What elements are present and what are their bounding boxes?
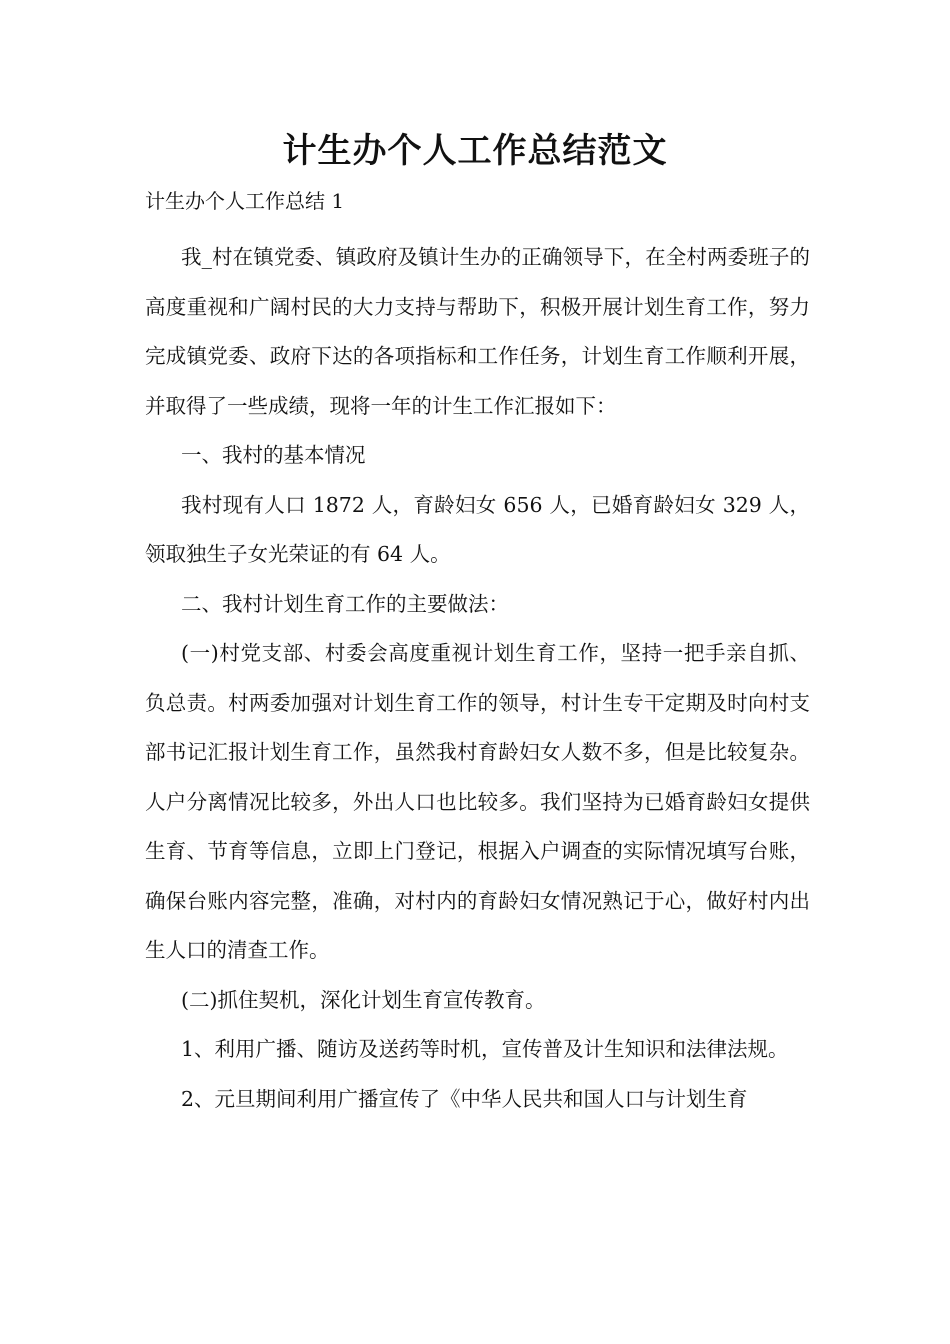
document-body <box>145 233 810 1124</box>
paragraph-publicity-heading: (二)抓住契机，深化计划生育宣传教育。 <box>181 987 546 1012</box>
paragraph-population: 我村现有人口 1872 人，育龄妇女 656 人，已婚育龄妇女 329 人，领取独生子女光荣证的有 64 人。 <box>145 492 810 566</box>
paragraph-intro: 我_村在镇党委、镇政府及镇计生办的正确领导下，在全村两委班子的高度重视和广阔村民的大力支持与帮助下，积极开展计划生育工作，努力完成镇党委、政府下达的各项指标和工作任务，计划生育工作顺利开展，并取得了一些成绩，现将一年的计生工作汇报如下： <box>145 245 810 418</box>
document-subtitle: 计生办个人工作总结 1 <box>145 189 345 213</box>
section-heading-basic-situation: 一、我村的基本情况 <box>181 443 366 467</box>
paragraph-item-1: 1、利用广播、随访及送药等时机，宣传普及计生知识和法律法规。 <box>181 1037 789 1061</box>
paragraph-item-2: 2、元旦期间利用广播宣传了《中华人民共和国人口与计划生育 <box>181 1086 748 1111</box>
section-heading-main-practices: 二、我村计划生育工作的主要做法： <box>181 591 509 616</box>
paragraph-leadership: (一)村党支部、村委会高度重视计划生育工作，坚持一把手亲自抓、负总责。村两委加强对计划生育工作的领导，村计生专干定期及时向村支部书记汇报计划生育工作，虽然我村育龄妇女人数不多，但是比较复杂。人户分离情况比较多，外出人口也比较多。我们坚持为已婚育龄妇女提供生育、节育等信息，立即上门登记，根据入户调查的实际情况填写台账，确保台账内容完整，准确，对村内的育龄妇女情况熟记于心，做好村内出生人口的清查工作。 <box>145 641 810 962</box>
document-title: 计生办个人工作总结范文 <box>282 131 668 171</box>
